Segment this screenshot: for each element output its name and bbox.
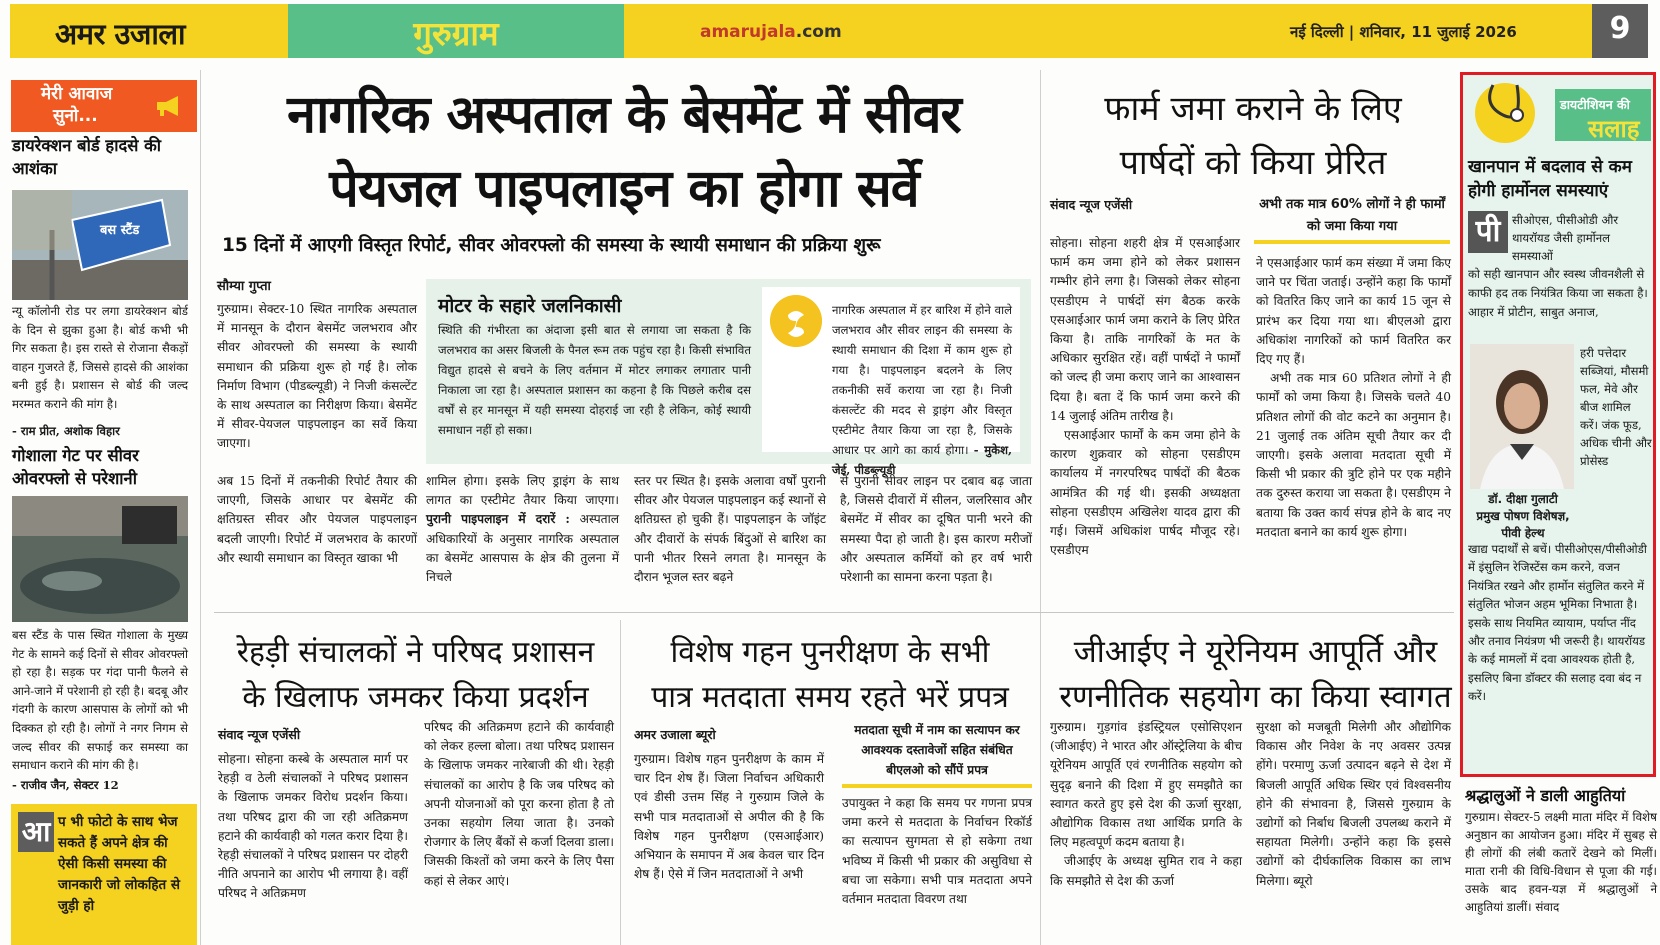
gia-headline xyxy=(1048,630,1463,720)
page-number: 9 xyxy=(1592,4,1648,58)
form-headline-line2: पार्षदों को किया प्रेरित xyxy=(1119,143,1387,183)
form-subhead: अभी तक मात्र 60% लोगों ने ही फार्मों को जमा किया गया xyxy=(1259,197,1445,234)
meri-awaz-line1: मेरी आवाज xyxy=(41,84,113,104)
column-divider xyxy=(1040,70,1041,620)
meri-story2-headline: गोशाला गेट पर सीवर ओवरफ्लो से परेशानी xyxy=(12,446,139,488)
lead-col2 xyxy=(426,472,619,587)
form-subhead-underline xyxy=(1254,240,1450,244)
column-divider xyxy=(200,70,201,945)
lead-col3 xyxy=(634,472,826,587)
meri-story1-headline: डायरेक्शन बोर्ड हादसे की आशंका xyxy=(12,136,162,178)
lead-col2b-text: अस्पताल अधिकारियों के अनुसार नागरिक अस्पताल का बेसमेंट आसपास के क्षेत्र की तुलना में निचले xyxy=(426,512,619,585)
dateline: नई दिल्ली | शनिवार, 11 जुलाई 2026 xyxy=(1290,23,1517,41)
sir-subhead: मतदाता सूची में नाम का सत्यापन कर आवश्यक दस्तावेजों सहित संबंधित बीएलओ को सौंपें प्रपत्र xyxy=(854,723,1020,777)
lead-headline-line1: नागरिक अस्पताल के बेसमेंट में सीवर xyxy=(287,85,961,145)
sir-headline-line1: विशेष गहन पुनरीक्षण के सभी xyxy=(670,635,990,670)
lead-col4: से पुरानी सीवर लाइन पर दबाव बढ़ जाता है, जिससे दीवारों में सीलन, जलरिसाव और बेसमेंट में सीवर का दूषित पानी भरने की समस्या पैदा हो जाती है। इस कारण मरीजों और अस्पताल कर्मियों को हर वर्ष भारी परेशानी का सामना करना पड़ता है। xyxy=(840,474,1032,585)
dietician-intro: सीओएस, पीसीओडी और थायरॉयड जैसी हार्मोनल समस्याओं xyxy=(1512,213,1619,263)
form-headline-line1: फार्म जमा कराने के लिए xyxy=(1104,89,1402,129)
sir-byline: अमर उजाला ब्यूरो xyxy=(634,727,716,742)
promo-drop-cap: आ xyxy=(18,812,54,852)
dietician-title: खानपान में बदलाव से कम होगी हार्मोनल समस्याएं xyxy=(1468,157,1632,201)
form-col1-text: सोहना। सोहना शहरी क्षेत्र में एसआईआर फार्म कम जमा होने को लेकर प्रशासन गम्भीर होने लगा है। जिसको लेकर सोहना एसडीएम ने पार्षदों संग बैठक करके एसआईआर फार्म जमा कराने के लिए प्रेरित किया है। ताकि नागरिकों के मत के अधिकार सुरक्षित रहें। वहीं पार्षदों ने फार्मों को जल्द ही जमा कराए जाने का आश्वासन दिया है। बता दें कि फार्म जमा करने की 14 जुलाई अंतिम तारीख है। xyxy=(1050,236,1240,423)
motor-box-text: स्थिति की गंभीरता का अंदाजा इसी बात से लगाया जा सकता है कि जलभराव का असर बिजली के पैनल रूम तक पहुंच रहा है। किसी संभावित विद्युत हादसे से बचने के लिए वर्तमान में मोटर लगाकर लगातार पानी निकाला जा रहा है। अस्पताल प्रशासन का कहना है कि पिछले करीब दस वर्षों से हर मानसून में यही समस्या दोहराई जा रही है लेकिन, कोई स्थायी समाधान नहीं हो सका। xyxy=(438,323,751,437)
form-col2b-text: अभी तक मात्र 60 प्रतिशत लोगों ने ही फार्मों को जमा किया है। जिसके चलते 40 प्रतिशत लोगों की वोट कटने का अनुमान है। 21 जुलाई तक अंतिम सूची तैयार कर दी जाएगी। इसके अलावा मतदाता सूची में किसी भी प्रकार की त्रुटि होने पर एक महीने तक दुरुस्त कराया जा सकता है। एसडीएम ने बताया कि उक्त कार्य संपन्न होने के बाद नए मतदाता बनाने का कार्य शुरू होगा। xyxy=(1256,371,1451,539)
lead-col1b: अब 15 दिनों में तकनीकी रिपोर्ट तैयार की जाएगी, जिसके आधार पर बेसमेंट की क्षतिग्रस्त सीवर और पेयजल पाइपलाइन बदली जाएगी। रिपोर्ट में जलभराव के कारणों और स्थायी समाधान का विस्तृत खाका भी xyxy=(217,474,417,565)
meri-story2-credit: - राजीव जैन, सेक्टर 12 xyxy=(12,778,119,792)
sir-col2: उपायुक्त ने कहा कि समय पर गणना प्रपत्र जमा करने से मतदाता के निर्वाचन रिकॉर्ड का सत्यापन सुगमता से हो सकेगा तथा भविष्य में किसी भी प्रकार की असुविधा से बचा जा सकेगा। सभी पात्र मतदाता अपने वर्तमान मतदाता विवरण तथा xyxy=(842,796,1032,907)
gia-col1-text: गुरुग्राम। गुड़गांव इंडस्ट्रियल एसोसिएशन (जीआईए) ने भारत और ऑस्ट्रेलिया के बीच यूरेनियम आपूर्ति एवं रणनीतिक सहयोग को सुदृढ़ बनाने की दिशा में हुए समझौते का स्वागत करते हुए इसे देश की ऊर्जा सुरक्षा, औद्योगिक विकास तथा आर्थिक प्रगति के लिए महत्वपूर्ण कदम बताया है। xyxy=(1050,720,1242,850)
rehri-headline-line2: के खिलाफ जमकर किया प्रदर्शन xyxy=(242,680,589,715)
doctor-name: डॉ. दीक्षा गुलाटी xyxy=(1488,492,1558,506)
sewer-overflow-illustration xyxy=(12,496,188,622)
gia-col1b-text: जीआईए के अध्यक्ष सुमित राव ने कहा कि समझौते से देश की ऊर्जा xyxy=(1050,854,1242,888)
newspaper-logo: अमर उजाला xyxy=(55,17,186,51)
lead-byline: सौम्या गुप्ता xyxy=(217,279,271,294)
gia-headline-line2: रणनीतिक सहयोग का किया स्वागत xyxy=(1059,679,1452,715)
section-divider xyxy=(214,612,1454,613)
sewer-overflow-photo xyxy=(12,496,188,622)
direction-board-sign-text: बस स्टैंड xyxy=(100,223,140,238)
quote-text xyxy=(832,300,1012,480)
form-col2-text: ने एसआईआर फार्म कम संख्या में जमा किए जाने पर चिंता जताई। उन्होंने कहा कि फार्मों को वितरित किए जाने का कार्य 15 जून से प्रारंभ कर दिया गया था। बीएलओ द्वारा अधिकांश नागरिकों को फार्म वितरित कर दिए गए हैं। xyxy=(1256,256,1451,367)
meri-story1-credit: - राम प्रीत, अशोक विहार xyxy=(12,424,120,438)
doctor-role: प्रमुख पोषण विशेषज्ञ, पीवी हेल्थ xyxy=(1476,509,1570,540)
motor-box-title: मोटर के सहारे जलनिकासी xyxy=(438,295,622,317)
quote-body: नागरिक अस्पताल में हर बारिश में होने वाले जलभराव और सीवर लाइन की समस्या के स्थायी समाधान की दिशा में काम शुरू हो गया है। पाइपलाइन बदलने के लिए तकनीकी सर्वे कराया जा रहा है। निजी कंसल्टेंट की मदद से ड्राइंग और विस्तृत एस्टीमेट तैयार किया जा रहा है, जिसके आधार पर आगे का कार्य होगा। xyxy=(832,303,1012,457)
sir-headline xyxy=(632,630,1028,720)
rehri-col2: परिषद की अतिक्रमण हटाने की कार्यवाही को लेकर हल्ला बोला। तथा परिषद प्रशासन के खिलाफ जमकर नारेबाजी की थी। रेहड़ी संचालकों का आरोप है कि जब परिषद को अपनी योजनाओं को पूरा करना होता है तो उनका सहयोग लिया जाता है। उनको रोजगार के लिए बैंकों से कर्जा दिलवा डाला। जिसकी किश्तों को जमा करने के लिए पैसा कहां से लेकर आएं। xyxy=(424,720,614,888)
column-divider xyxy=(620,620,621,945)
lead-headline-line2: पेयजल पाइपलाइन का होगा सर्वे xyxy=(329,159,919,219)
direction-board-illustration xyxy=(12,190,188,300)
doctor-caption xyxy=(1466,491,1580,542)
asha-body: गुरुग्राम। सेक्टर-5 लक्ष्मी माता मंदिर में विशेष अनुष्ठान का आयोजन हुआ। मंदिर में सुबह से ही लोगों की लंबी कतारें देखने को मिलीं। माता रानी की विधि-विधान से पूजा की गई। उसके बाद हवन-यज्ञ में श्रद्धालुओं ने आहुतियां डालीं। संवाद xyxy=(1465,810,1657,914)
gia-col1 xyxy=(1050,718,1242,891)
rehri-headline xyxy=(218,630,613,720)
dietician-tag-big: सलाह xyxy=(1588,115,1640,143)
sir-subhead-underline xyxy=(842,784,1032,788)
promo-text: प भी फोटो के साथ भेज सकते हैं अपने क्षेत्र की ऐसी किसी समस्या की जानकारी जो लोकहित से जुड़ी हो xyxy=(58,814,181,914)
dietician-drop-cap: पी xyxy=(1468,211,1508,253)
site-url xyxy=(700,22,842,42)
meri-awaz-line2: सुनो... xyxy=(53,106,98,126)
rehri-byline: संवाद न्यूज एजेंसी xyxy=(218,727,301,742)
gia-headline-line1: जीआईए ने यूरेनियम आपूर्ति और xyxy=(1073,634,1438,670)
lead-deck: 15 दिनों में आएगी विस्तृत रिपोर्ट, सीवर ओवरफ्लो की समस्या के स्थायी समाधान की प्रक्रिया शुरू xyxy=(222,235,881,256)
site-url-domain: .com xyxy=(795,22,842,42)
quote-credit: - मुकेश, जेई, पीडब्ल्यूडी xyxy=(832,443,1013,477)
asha-headline: श्रद्धालुओं ने डाली आहुतियां xyxy=(1465,786,1626,805)
gia-col2: सुरक्षा को मजबूती मिलेगी और औद्योगिक विकास और निवेश के नए अवसर उत्पन्न होंगे। परमाणु ऊर्जा उत्पादन बढ़ने से देश में बिजली आपूर्ति अधिक स्थिर एवं विश्वसनीय होने की संभावना है, जिससे गुरुग्राम के उद्योगों को निर्बाध बिजली उपलब्ध कराने में सहायता मिलेगी। उन्होंने कहा कि इससे उद्योगों को दीर्घकालिक विकास का लाभ मिलेगा। ब्यूरो xyxy=(1256,720,1451,888)
form-byline: संवाद न्यूज एजेंसी xyxy=(1050,197,1133,212)
city-edition-label: गुरुग्राम xyxy=(288,4,624,58)
rehri-col1: सोहना। सोहना कस्बे के अस्पताल मार्ग पर रेहड़ी व ठेली संचालकों ने परिषद प्रशासन के खिलाफ जमकर विरोध प्रदर्शन किया। तथा परिषद द्वारा की जा रही अतिक्रमण हटाने की कार्यवाही को गलत करार दिया है। रेहड़ी संचालकों ने परिषद प्रशासन पर दोहरी नीति अपनाने का आरोप भी लगाया है। वहीं परिषद ने अतिक्रमण xyxy=(218,752,408,901)
lead-col2-subhead: पुरानी पाइपलाइन में दरारें : xyxy=(426,512,570,527)
megaphone-icon xyxy=(154,94,184,118)
dietician-tag-small: डायटीशियन की xyxy=(1560,97,1630,112)
dietician-text-side: हरी पत्तेदार सब्जियां, मौसमी फल, मेवे और बीज शामिल करें। जंक फूड, अधिक चीनी और प्रोसेस्ड xyxy=(1580,346,1652,468)
rehri-headline-line1: रेहड़ी संचालकों ने परिषद प्रशासन xyxy=(236,635,595,670)
quote-mark-icon xyxy=(770,295,822,347)
meri-story1-body: न्यू कॉलोनी रोड पर लगा डायरेक्शन बोर्ड के दिन से झुका हुआ है। बोर्ड कभी भी गिर सकता है। इस रास्ते से रोजाना सैकड़ों वाहन गुजरते हैं, जिससे हादसे की आशंका बनी हुई है। प्रशासन से बोर्ड की जल्द मरम्मत कराने की मांग है। xyxy=(12,304,188,411)
lead-col1: गुरुग्राम। सेक्टर-10 स्थित नागरिक अस्पताल में मानसून के दौरान बेसमेंट जलभराव और सीवर ओवरफ्लो की समस्या के स्थायी समाधान की प्रक्रिया शुरू हो गई है। लोक निर्माण विभाग (पीडब्ल्यूडी) ने निजी कंसल्टेंट के साथ अस्पताल का निरीक्षण किया। बेसमेंट में सीवर-पेयजल पाइपलाइन का सर्वे किया जाएगा। xyxy=(217,302,417,451)
form-col2 xyxy=(1256,254,1451,542)
sir-headline-line2: पात्र मतदाता समय रहते भरें प्रपत्र xyxy=(651,680,1009,715)
form-col1 xyxy=(1050,234,1240,560)
lead-col3-text: स्तर पर स्थित है। इसके अलावा वर्षों पुरानी सीवर और पेयजल पाइपलाइन कई स्थानों से क्षतिग्रस्त हो चुकी हैं। पाइपलाइन के जॉइंट और दीवारों के संपर्क बिंदुओं से बारिश का पानी भीतर रिसने लगता है। xyxy=(634,474,826,565)
lead-col3b-text: मानसून के दौरान भूजल स्तर बढ़ने xyxy=(634,550,827,585)
site-url-brand: amarujala xyxy=(700,22,796,42)
doctor-portrait xyxy=(1470,344,1574,489)
doctor-photo xyxy=(1470,344,1574,489)
dietician-text1: को सही खानपान और स्वस्थ जीवनशैली से काफी हद तक नियंत्रित किया जा सकता है। आहार में प्रोटीन, साबुत अनाज, xyxy=(1468,267,1648,319)
dietician-text2: खाद्य पदार्थों से बचें। पीसीओएस/पीसीओडी में इंसुलिन रेजिस्टेंस कम करने, वजन नियंत्रित रखने और हार्मोन संतुलित करने में संतुलित भोजन अहम भूमिका निभाता है। इसके साथ नियमित व्यायाम, पर्याप्त नींद और तनाव नियंत्रण भी जरूरी है। थायरॉयड के कई मामलों में दवा आवश्यक होती है, इसलिए बिना डॉक्टर की सलाह दवा बंद न करें। xyxy=(1468,542,1647,704)
lead-col2-text: शामिल होगा। इसके लिए ड्राइंग के साथ लागत का एस्टीमेट तैयार किया जाएगा। xyxy=(426,474,619,508)
column-divider xyxy=(1040,620,1041,945)
form-headline xyxy=(1048,82,1458,190)
sir-col1: गुरुग्राम। विशेष गहन पुनरीक्षण के काम में चार दिन शेष हैं। जिला निर्वाचन अधिकारी एवं डीसी उत्तम सिंह ने गुरुग्राम जिले के सभी पात्र मतदाताओं से अपील की है कि विशेष गहन पुनरीक्षण (एसआईआर) अभियान के समापन में अब केवल चार दिन शेष हैं। ऐसे में जिन मतदाताओं ने अभी xyxy=(634,752,824,882)
meri-story2-body: बस स्टैंड के पास स्थित गोशाला के मुख्य गेट के सामने कई दिनों से सीवर ओवरफ्लो हो रहा है। सड़क पर गंदा पानी फैलने से आने-जाने में परेशानी हो रही है। बदबू और गंदगी के कारण आसपास के लोगों को भी दिक्कत हो रही है। लोगों ने नगर निगम से जल्द सीवर की सफाई कर समस्या का समाधान कराने की मांग की है। xyxy=(12,628,188,773)
direction-board-photo xyxy=(12,190,188,300)
form-col1b-text: एसआईआर फार्मों के कम जमा होने के कारण शुक्रवार को सोहना एसडीएम कार्यालय में नगरपरिषद पार्षदों की बैठक आमंत्रित की गई थी। इसकी अध्यक्षता सोहना एसडीएम अखिलेश यादव द्वारा की गई। जिसमें अधिकांश पार्षद मौजूद रहे। एसडीएम xyxy=(1050,428,1240,558)
lead-headline xyxy=(214,78,1034,226)
